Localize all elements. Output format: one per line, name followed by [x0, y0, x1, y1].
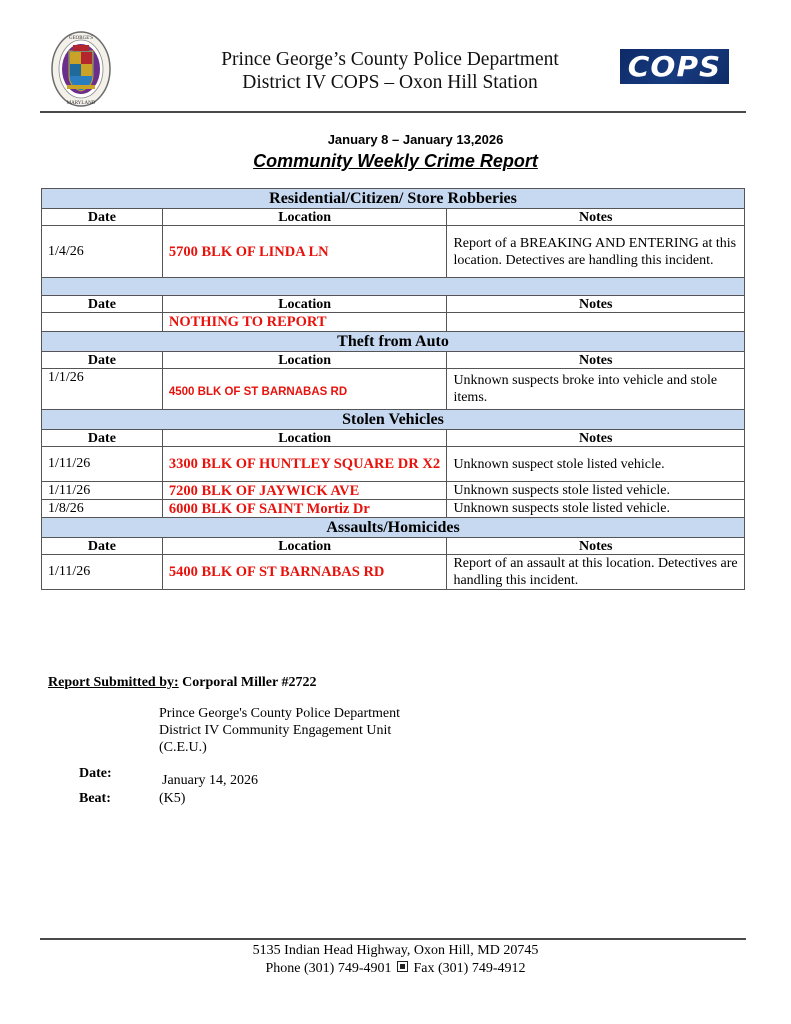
- cops-logo-icon: COPS: [620, 49, 729, 84]
- footer-address: 5135 Indian Head Highway, Oxon Hill, MD 20745: [252, 943, 539, 958]
- cell-date: 1/4/26: [42, 226, 163, 278]
- column-header-row: [42, 296, 745, 313]
- unit-line-3: (C.E.U.): [159, 740, 207, 755]
- cell-date: [42, 313, 163, 332]
- table-row: [42, 313, 745, 332]
- cell-location: NOTHING TO REPORT: [162, 313, 447, 332]
- cell-location: 5700 BLK OF LINDA LN: [162, 226, 447, 278]
- column-header-date: Date: [42, 209, 163, 226]
- submitted-by: [48, 675, 316, 691]
- table-row: [42, 369, 745, 410]
- cell-location: 7200 BLK OF JAYWICK AVE: [162, 482, 447, 500]
- cell-notes: Report of an assault at this location. Detectives are handling this incident.: [447, 555, 745, 590]
- beat-label: Beat:: [79, 791, 111, 806]
- svg-text:MARYLAND: MARYLAND: [66, 101, 96, 106]
- letterhead-title: [190, 48, 590, 94]
- date-label: Date:: [79, 766, 112, 781]
- report-title: Community Weekly Crime Report: [253, 151, 538, 171]
- unit-line-1: Prince George's County Police Department: [159, 706, 400, 721]
- cell-location: 4500 BLK OF ST BARNABAS RD: [162, 369, 447, 410]
- submitted-by-label: Report Submitted by:: [48, 675, 179, 690]
- column-header-row: [42, 209, 745, 226]
- column-header-date: Date: [42, 538, 163, 555]
- cell-notes: Unknown suspects broke into vehicle and stole items.: [447, 369, 745, 410]
- table-row: [42, 226, 745, 278]
- submitted-by-officer: Corporal Miller #2722: [182, 675, 317, 690]
- column-header-notes: Notes: [447, 430, 745, 447]
- beat-value: (K5): [159, 791, 186, 806]
- cell-date: 1/11/26: [42, 447, 163, 482]
- crime-report-table: [41, 188, 745, 590]
- cell-date: 1/1/26: [42, 369, 163, 410]
- column-header-date: Date: [42, 430, 163, 447]
- table-row: [42, 447, 745, 482]
- column-header-location: Location: [162, 430, 447, 447]
- column-header-row: [42, 430, 745, 447]
- cell-notes: Unknown suspect stole listed vehicle.: [447, 447, 745, 482]
- footer-contact: [0, 960, 791, 978]
- square-bullet-icon: [397, 961, 408, 972]
- department-name: Prince George’s County Police Department: [221, 49, 559, 70]
- cell-location: 5400 BLK OF ST BARNABAS RD: [162, 555, 447, 590]
- section-header-assaults-homicides: Assaults/Homicides: [42, 518, 745, 538]
- county-seal-icon: [51, 31, 111, 107]
- header-divider: [40, 111, 746, 113]
- column-header-notes: Notes: [447, 209, 745, 226]
- table-row: [42, 500, 745, 518]
- column-header-location: Location: [162, 209, 447, 226]
- cell-date: 1/8/26: [42, 500, 163, 518]
- cell-date: 1/11/26: [42, 482, 163, 500]
- cell-date: 1/11/26: [42, 555, 163, 590]
- cell-location: 6000 BLK OF SAINT Mortiz Dr: [162, 500, 447, 518]
- section-header-blank: [42, 278, 745, 296]
- section-header-robberies: Residential/Citizen/ Store Robberies: [42, 189, 745, 209]
- unit-block: [159, 705, 400, 756]
- date-value: January 14, 2026: [162, 773, 259, 788]
- section-header-theft-from-auto: Theft from Auto: [42, 332, 745, 352]
- table-row: [42, 555, 745, 590]
- footer-divider: [40, 938, 746, 940]
- report-date-range: January 8 – January 13,2026: [327, 132, 504, 147]
- unit-line-2: District IV Community Engagement Unit: [159, 723, 392, 738]
- cell-notes: [447, 313, 745, 332]
- table-row: [42, 482, 745, 500]
- letterhead: [40, 28, 746, 114]
- column-header-row: [42, 538, 745, 555]
- cell-location: 3300 BLK OF HUNTLEY SQUARE DR X2: [162, 447, 447, 482]
- station-name: District IV COPS – Oxon Hill Station: [242, 72, 538, 93]
- column-header-notes: Notes: [447, 352, 745, 369]
- footer-fax: Fax (301) 749-4912: [413, 961, 526, 976]
- column-header-notes: Notes: [447, 296, 745, 313]
- svg-text:GEORGE'S: GEORGE'S: [69, 36, 93, 41]
- footer-phone: Phone (301) 749-4901: [265, 961, 392, 976]
- cell-notes: Unknown suspects stole listed vehicle.: [447, 482, 745, 500]
- cell-notes: Report of a BREAKING AND ENTERING at this location. Detectives are handling this incident.: [447, 226, 745, 278]
- column-header-notes: Notes: [447, 538, 745, 555]
- column-header-row: [42, 352, 745, 369]
- section-header-stolen-vehicles: Stolen Vehicles: [42, 410, 745, 430]
- column-header-location: Location: [162, 538, 447, 555]
- column-header-location: Location: [162, 296, 447, 313]
- cell-notes: Unknown suspects stole listed vehicle.: [447, 500, 745, 518]
- column-header-date: Date: [42, 296, 163, 313]
- column-header-date: Date: [42, 352, 163, 369]
- column-header-location: Location: [162, 352, 447, 369]
- footer: [0, 942, 791, 978]
